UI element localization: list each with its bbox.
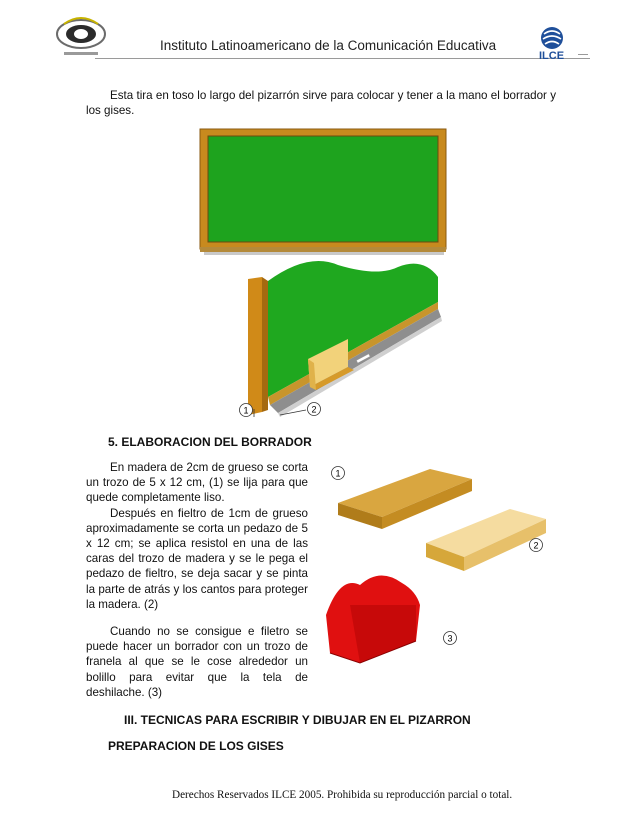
eraser-label-1: 1 — [335, 468, 341, 479]
header-divider — [95, 58, 590, 59]
ilce-logo-icon — [530, 24, 590, 64]
section-5-paragraph-3: Cuando no se consigue e filetro se puede hacer un borrador con un trozo de franela al que se le cose alrededor un bolillo para evitar que la tela de deshilache. (3) — [86, 625, 308, 699]
section-5-paragraph-1: En madera de 2cm de grueso se corta un trozo de 5 x 12 cm, (1) se lija para que quede completamente liso. — [86, 461, 308, 505]
ilce-logo-text: ILCE — [539, 50, 565, 62]
footer-copyright: Derechos Reservados ILCE 2005. Prohibida su reproducción parcial o total. — [172, 789, 513, 801]
eraser-illustration — [320, 455, 552, 670]
institute-logo-icon — [50, 14, 112, 64]
header-title: Instituto Latinoamericano de la Comunicación Educativa — [160, 38, 497, 53]
board-label-2: 2 — [311, 404, 317, 415]
section-iii-heading: III. TECNICAS PARA ESCRIBIR Y DIBUJAR EN EL PIZARRON — [124, 713, 471, 727]
eraser-label-3: 3 — [447, 633, 453, 644]
section-5-heading: 5. ELABORACION DEL BORRADOR — [108, 435, 312, 449]
section-5-body — [86, 460, 308, 700]
subheading-gises: PREPARACION DE LOS GISES — [108, 739, 284, 753]
intro-paragraph — [86, 88, 556, 118]
board-label-1: 1 — [243, 405, 249, 416]
chalkboard-illustration — [198, 127, 448, 427]
section-5-paragraph-2: Después en fieltro de 1cm de grueso aproximadamente se corta un pedazo de 5 x 12 cm; se aplica resistol en una de las caras del trozo de madera y se le pega el pedazo de fieltro, se deja sacar y se pinta la parte de atrás y los cantos para proteger la madera. (2) — [86, 506, 308, 611]
eraser-label-2: 2 — [533, 540, 539, 551]
intro-text: Esta tira en toso lo largo del pizarrón sirve para colocar y tener a la mano el borrador y los gises. — [86, 89, 556, 118]
